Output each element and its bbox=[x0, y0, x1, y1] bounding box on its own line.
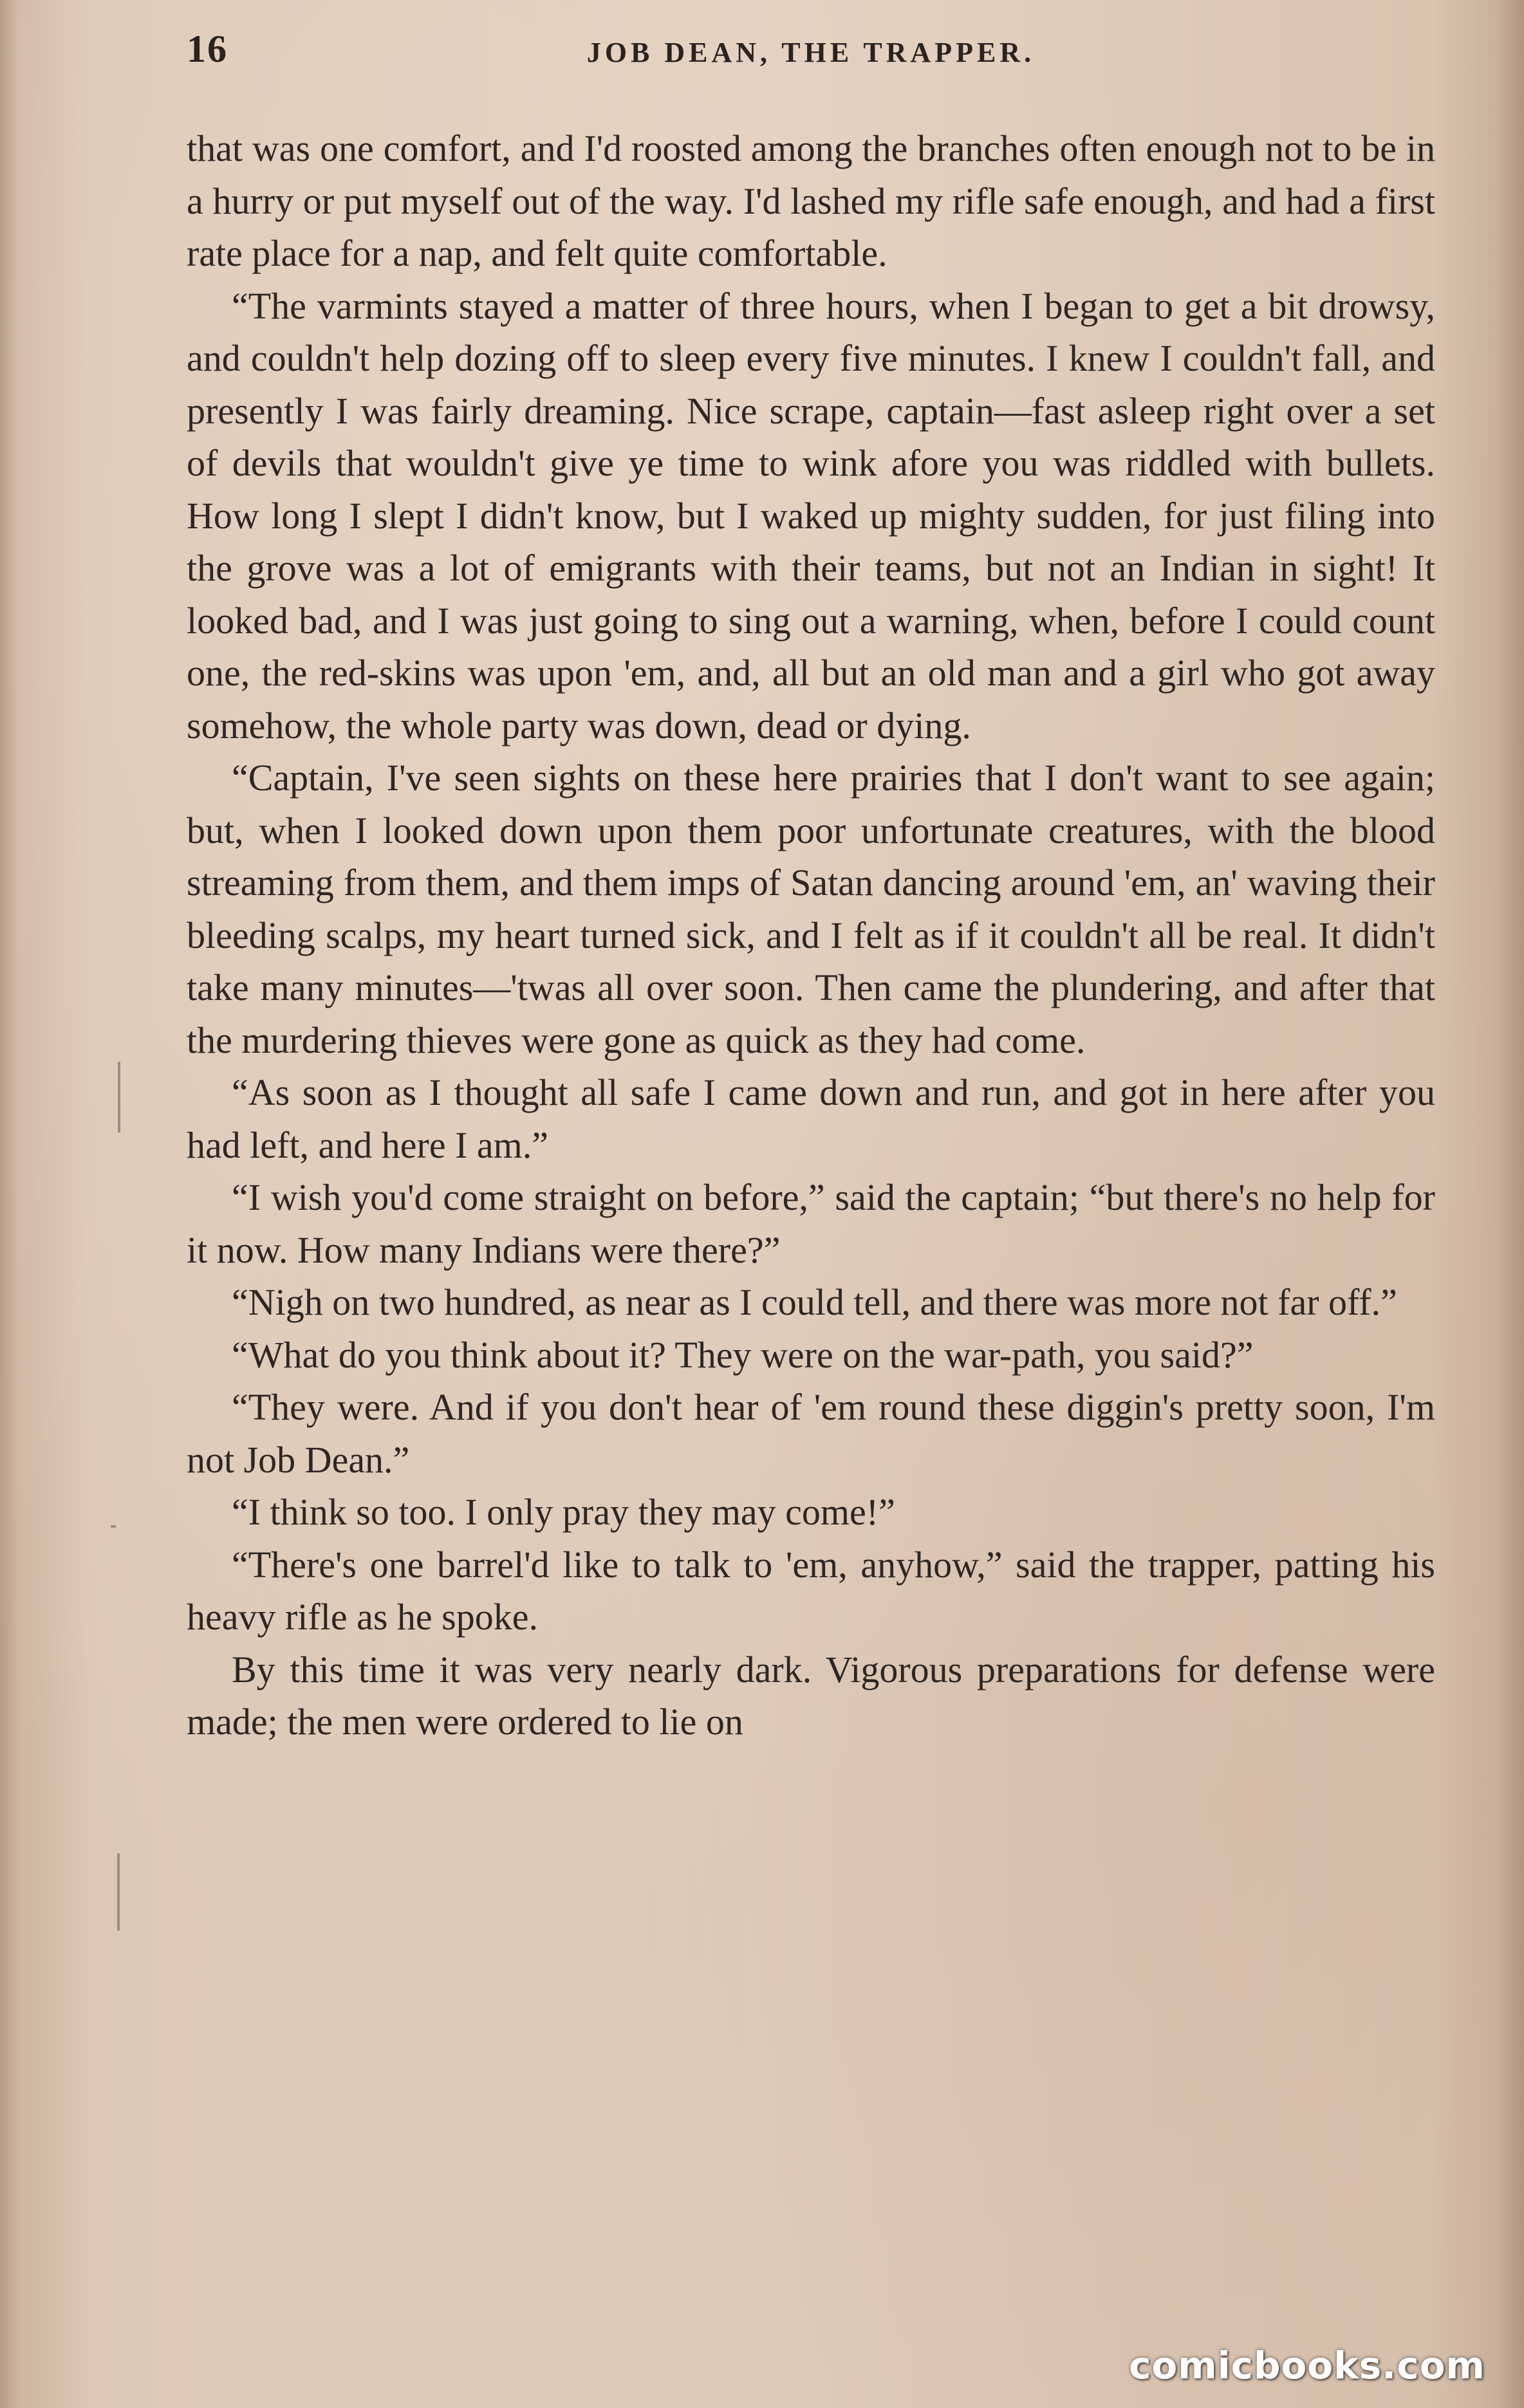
paragraph: “What do you think about it? They were on the war-path, you said?” bbox=[232, 1333, 1254, 1376]
paragraph: By this time it was very nearly dark. Vigorous preparations for defense were made; the men were ordered to lie on bbox=[187, 1648, 1435, 1743]
page-header bbox=[187, 27, 1435, 79]
paragraph: “Captain, I've seen sights on these here prairies that I don't want to see again; but, when I looked down upon them poor unfortunate creatures, with the blood streaming from them, and them imps of Satan dancing around 'em, an' waving their bleeding scalps, my heart turned sick, and I felt as if it couldn't all be real. It didn't take many minutes—'twas all over soon. Then came the plundering, and after that the murdering thieves were gone as quick as they had come. bbox=[187, 757, 1435, 1061]
margin-mark bbox=[118, 1062, 120, 1133]
site-watermark: comicbooks.com bbox=[1129, 2344, 1485, 2387]
page-right-edge-shadow bbox=[1498, 0, 1524, 2408]
paragraph: “Nigh on two hundred, as near as I could tell, and there was more not far off.” bbox=[232, 1281, 1397, 1323]
body-text bbox=[187, 122, 1435, 1748]
paragraph: “They were. And if you don't hear of 'em round these diggin's pretty soon, I'm not Job Dean.” bbox=[187, 1386, 1435, 1481]
paragraph: that was one comfort, and I'd roosted among the branches often enough not to be in a hurry or put myself out of the way. I'd lashed my rifle safe enough, and had a first rate place for a nap, and felt quite comfortable. bbox=[187, 127, 1435, 274]
paragraph: “I wish you'd come straight on before,” said the captain; “but there's no help for it now. How many Indians were there?” bbox=[187, 1176, 1435, 1271]
page-left-edge-shadow bbox=[0, 0, 18, 2408]
paragraph: “I think so too. I only pray they may come!” bbox=[232, 1491, 895, 1533]
running-title: JOB DEAN, THE TRAPPER. bbox=[586, 37, 1036, 68]
paragraph: “As soon as I thought all safe I came down and run, and got in here after you had left, and here I am.” bbox=[187, 1071, 1435, 1166]
paragraph: “There's one barrel'd like to talk to 'em, anyhow,” said the trapper, patting his heavy rifle as he spoke. bbox=[187, 1543, 1435, 1638]
page-number: 16 bbox=[187, 28, 228, 70]
margin-mark bbox=[111, 1525, 116, 1528]
paragraph: “The varmints stayed a matter of three hours, when I began to get a bit drowsy, and couldn't help dozing off to sleep every five minutes. I knew I couldn't fall, and presently I was fairly dreaming. Nice scrape, captain—fast asleep right over a set of devils that wouldn't give ye time to wink afore you was riddled with bullets. How long I slept I didn't know, but I waked up mighty sudden, for just filing into the grove was a lot of emigrants with their teams, but not an Indian in sight! It looked bad, and I was just going to sing out a warning, when, before I could count one, the red-skins was upon 'em, and, all but an old man and a girl who got away somehow, the whole party was down, dead or dying. bbox=[187, 284, 1435, 746]
margin-mark bbox=[117, 1853, 120, 1931]
